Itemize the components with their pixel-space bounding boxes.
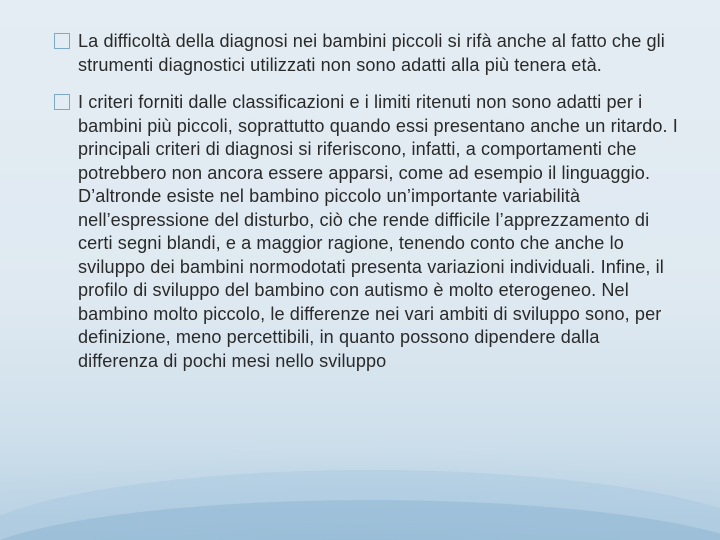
bullet-text: La difficoltà della diagnosi nei bambini piccoli si rifà anche al fatto che gli strumenti diagnostici utilizzati non sono adatti alla più tenera età. — [78, 31, 665, 75]
bullet-item — [54, 30, 678, 77]
bullet-square-icon — [54, 33, 70, 49]
background-wave — [0, 470, 720, 540]
background-wave — [0, 500, 720, 540]
bullet-square-icon — [54, 94, 70, 110]
bullet-item — [54, 91, 678, 373]
bullet-text: I criteri forniti dalle classificazioni e i limiti ritenuti non sono adatti per i bambini più piccoli, soprattutto quando essi presentano anche un ritardo. I principali criteri di diagnosi si riferiscono, infatti, a comportamenti che potrebbero non ancora essere apparsi, come ad esempio il linguaggio. D’altronde esiste nel bambino piccolo un’importante variabilità nell’espressione del disturbo, ciò che rende difficile l’apprezzamento di certi segni blandi, e a maggior ragione, tenendo conto che anche lo sviluppo dei bambini normodotati presenta variazioni individuali. Infine, il profilo di sviluppo del bambino con autismo è molto eterogeneo. Nel bambino molto piccolo, le differenze nei vari ambiti di sviluppo sono, per definizione, meno percettibili, in quanto possono dipendere dalla differenza di pochi mesi nello sviluppo — [78, 92, 678, 371]
slide-content — [54, 30, 678, 387]
